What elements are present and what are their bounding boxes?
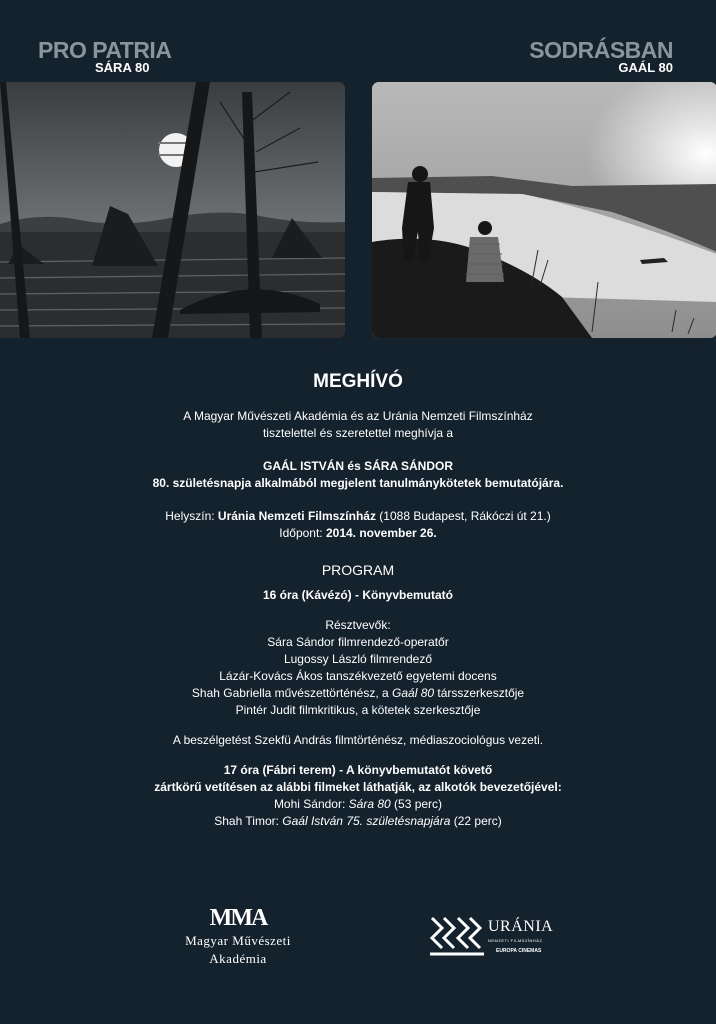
date-line [0,525,716,542]
urania-emblem-icon [428,912,486,958]
date-value: 2014. november 26. [325,526,437,540]
session-2-line-1: 17 óra (Fábri terem) - A könyvbemutatót követő [223,763,493,777]
session-1-title: 16 óra (Kávézó) - Könyvbemutató [262,588,454,602]
mma-logo [168,904,308,968]
screening-1 [0,796,716,813]
mma-logo-line-1: Magyar Művészeti [185,933,291,948]
europa-cinemas-label: EUROPA CINEMAS [496,948,542,954]
invitation-body [0,370,716,830]
screening-duration: (53 perc) [390,797,443,811]
sodrasban-still-image [372,82,716,338]
participant-text: Shah Gabriella művészettörténész, a [191,686,393,700]
pro-patria-still-image [0,82,345,338]
invitation-heading: MEGHÍVÓ [313,371,403,392]
mma-logo-line-2: Akadémia [209,951,267,966]
participant-text: társszerkesztője [434,686,525,700]
screening-director: Mohi Sándor: [273,797,349,811]
film-title-left: PRO PATRIA [38,37,172,63]
urania-subtitle: NEMZETI FILMSZÍNHÁZ [488,938,543,943]
film-subtitle-left: SÁRA 80 [95,60,150,75]
screening-title: Sára 80 [348,797,391,811]
participant: Pintér Judit filmkritikus, a kötetek szerkesztője [235,703,481,717]
participants-label: Résztvevők: [325,618,391,632]
venue-address: (1088 Budapest, Rákóczi út 21.) [375,509,551,523]
intro-line-1: A Magyar Művészeti Akadémia és az Uránia Nemzeti Filmszínház [183,409,533,423]
participant: Lázár-Kovács Ákos tanszékvezető egyetemi docens [219,669,497,683]
screening-title: Gaál István 75. születésnapjára [282,814,451,828]
session-2-line-2: zártkörű vetítésen az alábbi filmeket láthatják, az alkotók bevezetőjével: [154,780,562,794]
urania-name: URÁNIA [488,918,554,935]
intro-line-2: tisztelettel és szeretettel meghívja a [262,426,454,440]
participant: Lugossy László filmrendező [283,652,433,666]
venue-name: Uránia Nemzeti Filmszínház [217,509,376,523]
screening-2 [0,813,716,830]
mma-logo-mark: MMA [209,905,267,931]
honorees: GAÁL ISTVÁN és SÁRA SÁNDOR [262,459,454,473]
screening-director: Shah Timor: [214,814,283,828]
occasion: 80. születésnapja alkalmából megjelent tanulmánykötetek bemutatójára. [152,476,564,490]
book-title: Gaál 80 [392,686,435,700]
participant [0,685,716,702]
urania-logo [428,912,558,964]
venue-label: Helyszín: [165,509,218,523]
participant: Sára Sándor filmrendező-operatőr [267,635,449,649]
program-heading: PROGRAM [321,562,395,578]
screening-duration: (22 perc) [450,814,502,828]
film-title-right: SODRÁSBAN [529,37,673,63]
moderator-line: A beszélgetést Szekfü András filmtörténész, médiaszociológus vezeti. [172,733,544,747]
film-subtitle-right: GAÁL 80 [618,60,673,75]
date-label: Időpont: [279,526,326,540]
venue-line [0,508,716,525]
